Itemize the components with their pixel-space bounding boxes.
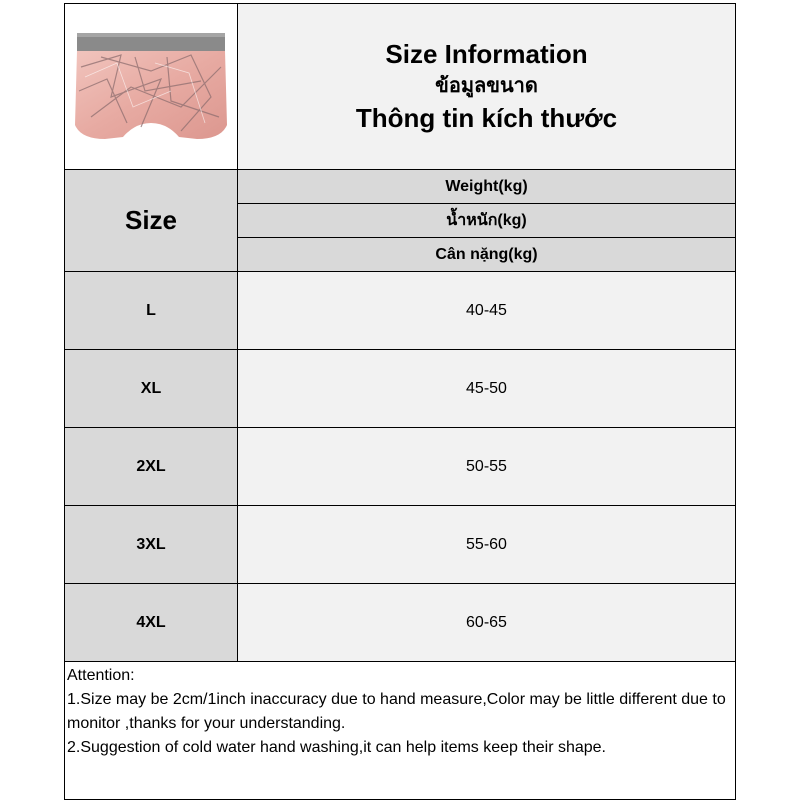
weight-cell: 45-50 [238,350,735,428]
weight-header-english: Weight(kg) [238,170,735,204]
attention-note-2: 2.Suggestion of cold water hand washing,it can help items keep their shape. [67,739,606,756]
weight-cell: 60-65 [238,584,735,662]
title-thai: ข้อมูลขนาด [435,72,538,97]
attention-note-1: 1.Size may be 2cm/1inch inaccuracy due to hand measure,Color may be little different due to monitor ,thanks for your understanding. [67,691,726,732]
product-image [71,27,231,147]
title-vietnamese: Thông tin kích thước [355,102,618,133]
weight-cell: 40-45 [238,272,735,350]
title-english: Size Information [385,38,588,69]
attention-notes [65,662,735,760]
size-cell: 4XL [65,584,238,662]
size-cell: L [65,272,238,350]
weight-cell: 50-55 [238,428,735,506]
weight-header-vietnamese: Cân nặng(kg) [238,238,735,272]
title-cell [238,4,735,170]
size-cell: 2XL [65,428,238,506]
size-cell: XL [65,350,238,428]
size-cell: 3XL [65,506,238,584]
attention-heading: Attention: [67,667,135,684]
weight-header-thai: น้ำหนัก(kg) [238,204,735,238]
size-chart-table [64,3,736,800]
size-column-header: Size [65,170,238,272]
product-image-cell [65,4,238,170]
weight-cell: 55-60 [238,506,735,584]
